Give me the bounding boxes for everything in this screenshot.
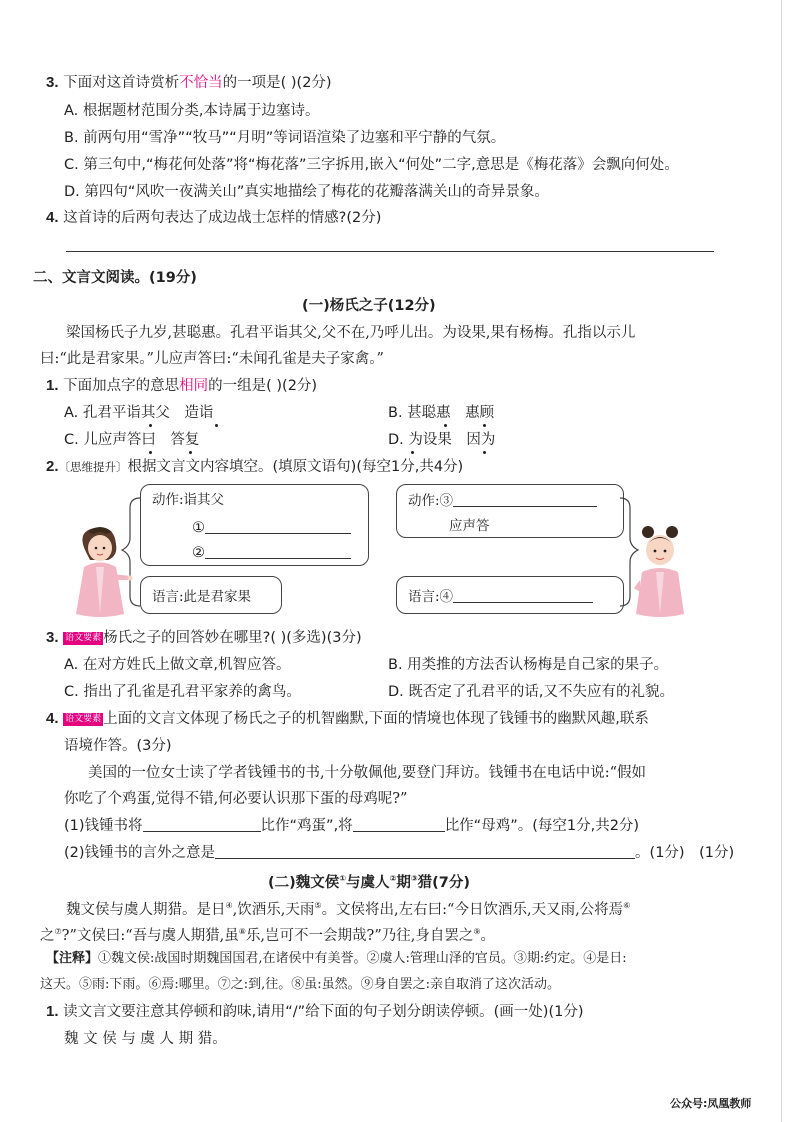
q3-option-b: B. 前两句用“雪净”“牧马”“月明”等词语渲染了边塞和平宁静的气氛。 <box>64 130 506 146</box>
language-element-tag: 语文要素 <box>65 633 102 643</box>
p1-q1-option-a: A. 孔君平诣其父 造诣 <box>64 405 214 421</box>
section2-title: 二、文言文阅读。(19分) <box>33 270 197 286</box>
p1-q4-stem1: 4. 语文要素 上面的文言文体现了杨氏之子的机智幽默,下面的情境也体现了钱锺书的幽默风趣,联系 <box>46 710 649 727</box>
emphasis-dot <box>444 424 447 427</box>
q3-number: 3. <box>46 74 59 91</box>
emphasis-dot <box>149 451 152 454</box>
p2-q1-stem: 1. 读文言文要注意其停顿和韵味,请用“/”给下面的句子划分朗读停顿。(画一处)(1分) <box>46 1003 584 1020</box>
part1-title: (一)杨氏之子(12分) <box>302 298 436 314</box>
part1-text-line2: 曰:“此是君家果。”儿应声答曰:“未闻孔雀是夫子家禽。” <box>40 351 384 367</box>
part2-text-line1: 魏文侯与虞人期猎。是日④,饮酒乐,天雨⑤。文侯将出,左右曰:“今日饮酒乐,天又雨,公将焉⑥ <box>66 901 631 918</box>
p1-q3-option-c: C. 指出了孔雀是孔君平家养的禽鸟。 <box>64 684 301 700</box>
q3-option-a: A. 根据题材范围分类,本诗属于边塞诗。 <box>64 103 320 119</box>
emphasis-dot <box>149 424 152 427</box>
q4-stem: 4. 这首诗的后两句表达了成边战士怎样的情感?(2分) <box>46 209 382 226</box>
left-blank-2: ② <box>192 543 351 563</box>
part1-text-line1: 梁国杨氏子九岁,甚聪惠。孔君平诣其父,父不在,乃呼儿出。为设果,果有杨梅。孔指以示儿 <box>66 325 636 341</box>
p1-q4-stem2: 语境作答。(3分) <box>64 738 172 754</box>
part2-title: (二)魏文侯①与虞人②期③猎(7分) <box>268 874 470 891</box>
blank-line[interactable] <box>453 588 593 603</box>
p1-q1-option-d: D. 为设果 因为 <box>388 432 496 448</box>
emphasis-dot <box>483 451 486 454</box>
footer-watermark: 公众号:凤凰教师 <box>670 1097 752 1110</box>
p1-q3-option-d: D. 既否定了孔君平的话,又不失应有的礼貌。 <box>388 684 674 700</box>
p2-q1-sentence[interactable]: 魏 文 侯 与 虞 人 期 猎。 <box>64 1031 227 1047</box>
p1-q3-stem: 3. 语文要素 杨氏之子的回答妙在哪里?( )(多选)(3分) <box>46 629 362 646</box>
emphasis-dot <box>189 451 192 454</box>
left-language-text: 语言:此是君家果 <box>152 589 252 605</box>
page-edge-line <box>781 0 782 1122</box>
p1-q1-option-c: C. 儿应声答曰 答复 <box>64 432 200 448</box>
language-element-tag: 语文要素 <box>65 714 102 724</box>
p1-q1-option-b: B. 甚聪惠 惠顾 <box>388 405 495 421</box>
blank-line[interactable] <box>215 844 635 859</box>
thinking-tag: 〔思维提升〕 <box>58 460 128 474</box>
p1-q4-sub2: (2)钱锺书的言外之意是 。(1分) (1分) <box>64 845 735 861</box>
p1-q4-sub1: (1)钱锺书将 比作“鸡蛋”,将 比作“母鸡”。(每空1分,共2分) <box>64 818 640 834</box>
emphasis-dot <box>411 451 414 454</box>
q3-option-d: D. 第四句“风吹一夜满关山”真实地描绘了梅花的花瓣落满关山的奇异景象。 <box>64 184 549 200</box>
part2-notes-line1: 【注释】①魏文侯:战国时期魏国国君,在诸侯中有美誉。②虞人:管理山泽的官员。③期:约定。④是日: <box>46 951 627 966</box>
p1-q4-story1: 美国的一位女士读了学者钱锺书的书,十分敬佩他,要登门拜访。钱锺书在电话中说:“假如 <box>88 765 647 781</box>
q4-answer-line[interactable] <box>66 251 714 252</box>
emphasis-dot <box>483 424 486 427</box>
part2-text-line2: 之⑦?”文侯曰:“吾与虞人期猎,虽⑧乐,岂可不一会期哉?”乃往,身自罢之⑨。 <box>40 927 496 944</box>
left-blank-1: ① <box>192 518 351 538</box>
left-action-text: 动作:诣其父 <box>152 492 225 508</box>
right-language-row: 语言:④ <box>408 587 593 607</box>
p1-q3-option-b: B. 用类推的方法否认杨梅是自己家的果子。 <box>388 657 669 673</box>
p1-q3-option-a: A. 在对方姓氏上做文章,机智应答。 <box>64 657 291 673</box>
p1-q4-story2: 你吃了个鸡蛋,觉得不错,何必要认识那下蛋的母鸡呢?” <box>64 791 408 807</box>
emphasis-dot <box>215 424 218 427</box>
blank-line[interactable] <box>353 817 445 832</box>
q3-stem: 3. 下面对这首诗赏析不恰当的一项是( )(2分) <box>46 74 332 91</box>
child-illustration <box>632 522 692 622</box>
right-action-row: 动作:③ <box>408 491 597 511</box>
blank-line[interactable] <box>205 519 351 534</box>
blank-line[interactable] <box>143 817 261 832</box>
right-action-sub: 应声答 <box>449 518 490 534</box>
p1-q1-stem: 1. 下面加点字的意思相同的一组是( )(2分) <box>46 377 318 394</box>
blank-line[interactable] <box>205 544 351 559</box>
q3-option-c: C. 第三句中,“梅花何处落”将“梅花落”三字拆用,嵌入“何处”二字,意思是《梅花落》会飘向何处。 <box>64 157 679 173</box>
part2-notes-line2: 这天。⑤雨:下雨。⑥焉:哪里。⑦之:到,往。⑧虽:虽然。⑨身自罢之:亲自取消了这次活动。 <box>40 977 561 992</box>
blank-line[interactable] <box>453 492 597 507</box>
ancient-scholar-illustration <box>66 522 136 622</box>
p1-q2-stem: 2.〔思维提升〕根据文言文内容填空。(填原文语句)(每空1分,共4分) <box>46 458 464 475</box>
